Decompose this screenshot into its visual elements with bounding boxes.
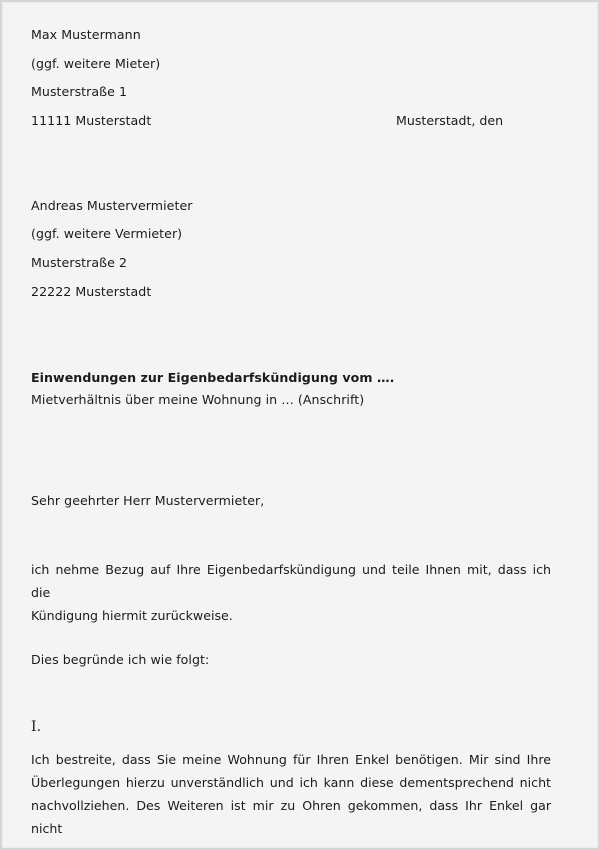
sender-street: Musterstraße 1	[31, 84, 128, 99]
recipient-name: Andreas Mustervermieter	[31, 198, 193, 213]
reasoning-intro: Dies begründe ich wie folgt:	[31, 652, 210, 667]
recipient-additional: (ggf. weitere Vermieter)	[31, 226, 183, 241]
section-line: Überlegungen hierzu unverständlich und ich kann diese dementsprechend nicht	[31, 775, 551, 790]
sender-name: Max Mustermann	[31, 27, 141, 42]
intro-line: Kündigung hiermit zurückweise.	[31, 608, 233, 623]
intro-line: ich nehme Bezug auf Ihre Eigenbedarfskündigung und teile Ihnen mit, dass ich die	[31, 562, 551, 600]
section-number: I.	[31, 719, 42, 735]
intro-paragraph	[31, 558, 551, 627]
recipient-street: Musterstraße 2	[31, 255, 128, 270]
section-line: nachvollziehen. Des Weiteren ist mir zu Ohren gekommen, dass Ihr Enkel gar nicht	[31, 798, 551, 836]
salutation: Sehr geehrter Herr Mustervermieter,	[31, 493, 265, 508]
section-line: Ich bestreite, dass Sie meine Wohnung für Ihren Enkel benötigen. Mir sind Ihre	[31, 752, 551, 767]
subject-title: Einwendungen zur Eigenbedarfskündigung vom ….	[31, 370, 395, 385]
recipient-city: 22222 Musterstadt	[31, 284, 152, 299]
sender-additional: (ggf. weitere Mieter)	[31, 56, 161, 71]
subject-subtitle: Mietverhältnis über meine Wohnung in … (Anschrift)	[31, 392, 365, 407]
date-place: Musterstadt, den	[396, 113, 504, 128]
sender-city: 11111 Musterstadt	[31, 113, 152, 128]
section-paragraph	[31, 748, 551, 840]
